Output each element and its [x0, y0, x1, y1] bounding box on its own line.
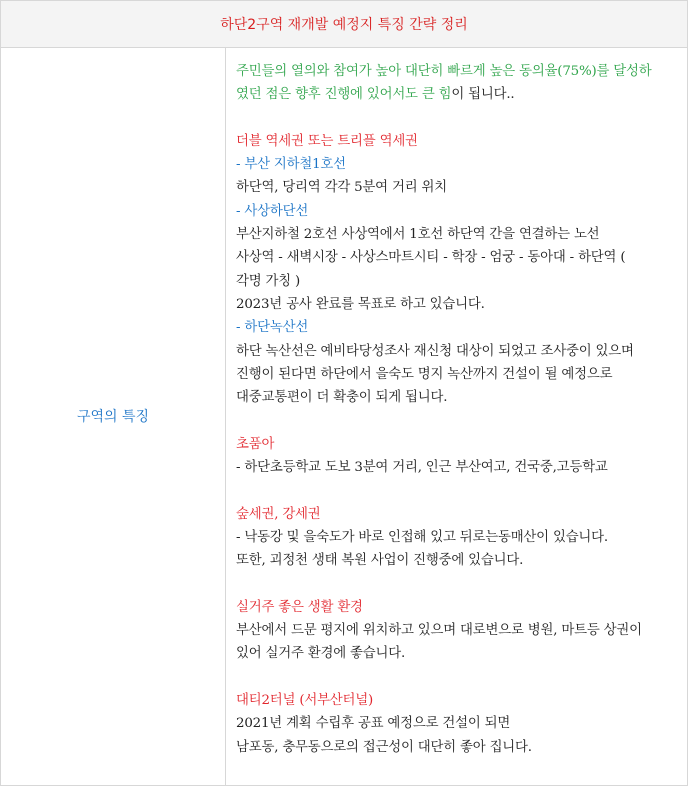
station-sub-heading-2: - 사상하단선 — [236, 203, 309, 219]
station-sub-2-line: 2023년 공사 완료를 목표로 하고 있습니다. — [236, 296, 485, 312]
intro-line-1: 주민들의 열의와 참여가 높아 대단히 빠르게 높은 동의율(75%)를 달성하 — [236, 64, 652, 79]
spacer — [236, 573, 677, 596]
forest-heading: 숲세권, 강세권 — [236, 506, 321, 522]
intro-line-2 — [236, 83, 677, 106]
station-sub-2-line: 부산지하철 2호선 사상역에서 1호선 하단역 간을 연결하는 노선 — [236, 227, 600, 243]
station-sub-3-line: 대중교통편이 더 확충이 되게 됩니다. — [236, 390, 448, 406]
living-heading: 실거주 좋은 생활 환경 — [236, 599, 363, 615]
table-title: 하단2구역 재개발 예정지 특징 간략 정리 — [220, 17, 468, 33]
school-line: - 하단초등학교 도보 3분여 거리, 인근 부산여고, 건국중,고등학교 — [236, 460, 608, 476]
intro-line-2-rest: 이 됩니다.. — [451, 87, 515, 103]
spacer — [236, 666, 677, 689]
station-sub-2-line: 사상역 - 새벽시장 - 사상스마트시티 - 학장 - 엄궁 - 동아대 - 하단역 ( — [236, 250, 626, 266]
tunnel-line: 남포동, 충무동으로의 접근성이 대단히 좋아 집니다. — [236, 739, 532, 755]
station-sub-heading-3: - 하단녹산선 — [236, 320, 309, 336]
spacer — [236, 409, 677, 432]
intro-line-2-highlight: 였던 점은 향후 진행에 있어서도 큰 힘 — [236, 87, 452, 103]
tunnel-line: 2021년 계획 수립후 공표 예정으로 건설이 되면 — [236, 716, 511, 732]
forest-line: 또한, 괴정천 생태 복원 사업이 진행중에 있습니다. — [236, 553, 524, 569]
forest-line: - 낙동강 및 을숙도가 바로 인접해 있고 뒤로는동매산이 있습니다. — [236, 529, 608, 545]
spacer — [236, 107, 677, 130]
tunnel-heading: 대티2터널 (서부산터널) — [236, 693, 374, 709]
content-cell — [226, 47, 687, 785]
station-sub-1-text: 하단역, 당리역 각각 5분여 거리 위치 — [236, 180, 447, 196]
school-heading: 초품아 — [236, 436, 275, 452]
living-line: 부산에서 드문 평지에 위치하고 있으며 대로변으로 병원, 마트등 상권이 — [236, 623, 642, 639]
station-sub-3-line: 진행이 된다면 하단에서 을숙도 명지 녹산까지 건설이 될 예정으로 — [236, 366, 613, 382]
row-label-cell — [1, 47, 226, 785]
station-sub-heading-1: - 부산 지하철1호선 — [236, 157, 346, 173]
spacer — [236, 479, 677, 502]
row-label: 구역의 특징 — [76, 409, 150, 425]
living-line: 있어 실거주 환경에 좋습니다. — [236, 646, 406, 662]
table-header — [1, 1, 687, 48]
station-sub-3-line: 하단 녹산선은 예비타당성조사 재신청 대상이 되었고 조사중이 있으며 — [236, 343, 634, 359]
station-heading: 더블 역세권 또는 트리플 역세권 — [236, 133, 418, 149]
station-sub-2-line: 각명 가칭 ) — [236, 273, 301, 289]
